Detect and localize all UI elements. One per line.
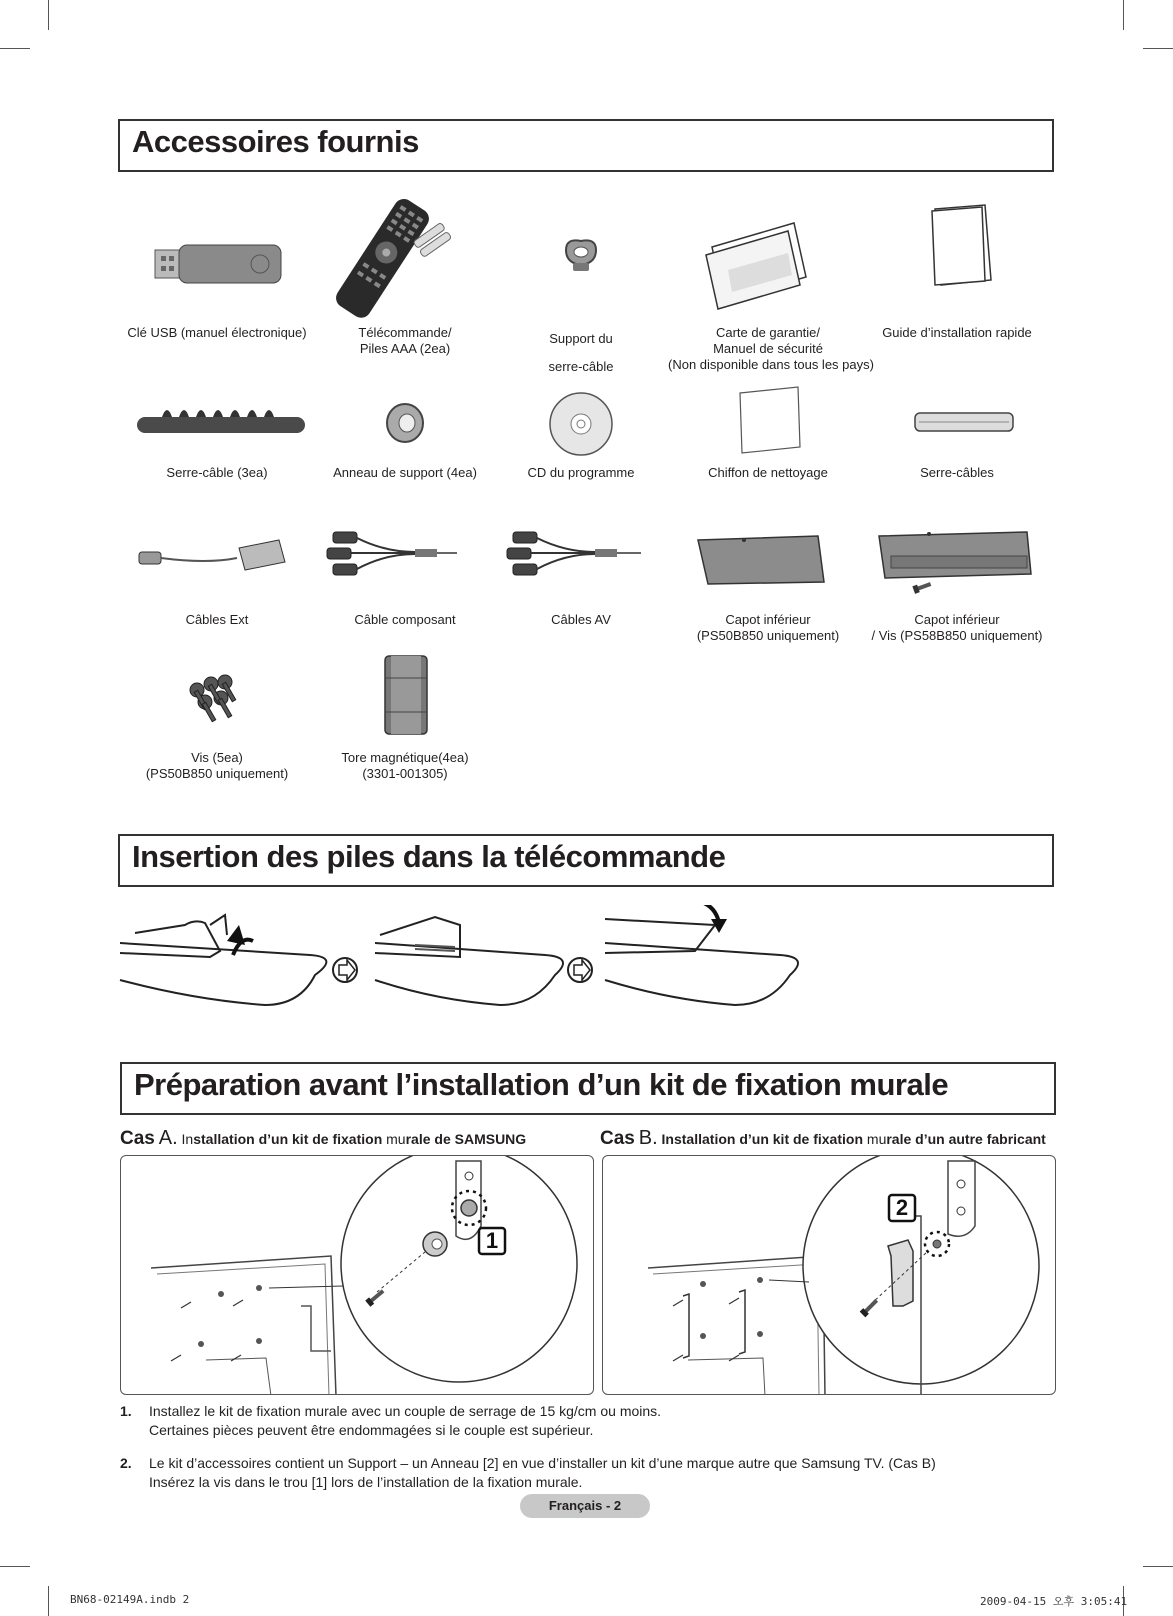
remote-control-icon (305, 195, 505, 325)
accessory-label-line: Carte de garantie/ (715, 325, 821, 340)
accessory-item (305, 522, 505, 628)
accessory-label (305, 465, 505, 481)
battery-step-close-cover (605, 919, 798, 1005)
accessory-label-line: Anneau de support (4ea) (333, 465, 477, 480)
case-word: Cas (600, 1128, 635, 1149)
note-line: Insérez la vis dans le trou [1] lors de l’installation de la fixation murale. (149, 1474, 583, 1490)
accessory-label (481, 465, 681, 481)
accessory-label-line: Capot inférieur (725, 612, 811, 627)
accessory-item (305, 195, 505, 357)
case-text-end: rale d’un autre fabricant (886, 1131, 1046, 1147)
battery-step-open-cover (120, 915, 326, 1005)
accessory-label-line: (PS50B850 uniquement) (696, 628, 840, 643)
crop-mark (48, 1586, 49, 1616)
accessory-label-line: Serre-câbles (920, 465, 994, 480)
crop-mark (0, 1566, 30, 1567)
accessory-label (305, 612, 505, 628)
accessory-label-line: Vis (5ea) (191, 750, 243, 765)
accessory-item (481, 195, 681, 381)
accessory-label (668, 325, 874, 373)
accessory-label-line: Câbles Ext (185, 612, 249, 627)
callout-number: 2 (895, 1195, 909, 1220)
accessory-label-line: CD du programme (527, 465, 635, 480)
accessory-item (117, 660, 317, 782)
accessory-label-line: / Vis (PS58B850 uniquement) (871, 628, 1043, 643)
quick-guide-icon (857, 195, 1057, 325)
accessory-label (668, 612, 868, 644)
accessory-label-line: Piles AAA (2ea) (359, 341, 451, 356)
cd-icon (481, 385, 681, 465)
section-title: Préparation avant l’installation d’un kit de fixation murale (134, 1067, 949, 1102)
batteries-section-header (118, 834, 1054, 887)
accessory-label-line: Manuel de sécurité (713, 341, 823, 356)
callout-number: 1 (485, 1228, 499, 1253)
accessory-label-line: (Non disponible dans tous les pays) (668, 357, 874, 372)
accessory-item (857, 385, 1057, 481)
note-number: 1. (120, 1403, 132, 1419)
case-text-mu: mu (386, 1131, 406, 1147)
accessory-label-line: serre-câble (548, 359, 614, 374)
accessory-label-line: Support du (549, 331, 613, 346)
timestamp-slug: 2009-04-15 오후 3:05:41 (980, 1595, 1128, 1608)
warranty-card-icon (668, 195, 868, 325)
accessory-label-line: Chiffon de nettoyage (708, 465, 828, 480)
case-a-diagram (120, 1155, 594, 1395)
crop-mark (1123, 0, 1124, 30)
bottom-cover-icon (668, 522, 868, 612)
crop-mark (48, 0, 49, 30)
accessories-section-header (118, 119, 1054, 172)
accessory-label-line: Tore magnétique(4ea) (341, 750, 469, 765)
section-title: Insertion des piles dans la télécommande (132, 839, 726, 874)
case-text: Installation d’un kit de fixation (661, 1131, 867, 1147)
accessory-label (117, 612, 317, 628)
case-a-heading (120, 1127, 526, 1150)
accessory-item (481, 522, 681, 628)
accessory-label-line: Guide d’installation rapide (882, 325, 1032, 340)
accessory-item (857, 195, 1057, 341)
case-letter: B. (638, 1127, 658, 1149)
accessory-label (117, 750, 317, 782)
case-b-diagram (602, 1155, 1056, 1395)
component-cable-icon (305, 522, 505, 612)
accessory-label (857, 325, 1057, 341)
holder-ring-icon (305, 385, 505, 465)
accessory-item (117, 522, 317, 628)
crop-mark (1143, 48, 1173, 49)
case-b-heading (600, 1127, 1046, 1150)
accessory-label (305, 325, 505, 357)
note-item (120, 1402, 1060, 1442)
case-text: stallation d’un kit de fixation (193, 1131, 387, 1147)
cable-wrap-icon (857, 385, 1057, 465)
accessory-label (305, 750, 505, 782)
case-letter: A. (158, 1127, 178, 1149)
cleaning-cloth-icon (668, 385, 868, 465)
accessory-label-line: Câbles AV (551, 612, 611, 627)
accessory-item (481, 385, 681, 481)
accessory-label (117, 325, 317, 341)
case-text-pre: In (181, 1131, 194, 1147)
note-line: Installez le kit de fixation murale avec un couple de serrage de 15 kg/cm ou moins. (149, 1403, 662, 1419)
crop-mark (0, 48, 30, 49)
section-title: Accessoires fournis (132, 124, 419, 159)
case-word: Cas (120, 1128, 155, 1149)
wallmount-samsung-illustration (121, 1156, 594, 1395)
accessory-label-line: Capot inférieur (914, 612, 1000, 627)
bottom-cover-screw-icon (857, 522, 1057, 612)
cable-holder-icon (481, 195, 681, 325)
accessory-label-line: Câble composant (354, 612, 456, 627)
accessory-label (857, 612, 1057, 644)
cable-tie-icon (117, 385, 317, 465)
accessory-item (305, 648, 505, 782)
accessory-item (668, 385, 868, 481)
accessory-label (668, 465, 868, 481)
file-name-slug: BN68-02149A.indb 2 (70, 1593, 190, 1606)
ferrite-core-icon (305, 648, 505, 750)
note-item (120, 1454, 1060, 1494)
battery-step-insert (375, 917, 563, 1005)
scart-cable-icon (117, 522, 317, 612)
accessory-label-line: (3301-001305) (362, 766, 448, 781)
accessory-item (857, 522, 1057, 644)
screws-icon (117, 660, 317, 750)
accessory-item (117, 195, 317, 341)
accessory-item (117, 385, 317, 481)
accessory-label (481, 325, 681, 381)
usb-key-icon (117, 195, 317, 325)
crop-mark (1143, 1566, 1173, 1567)
case-text-end: rale de SAMSUNG (405, 1131, 527, 1147)
note-line: Certaines pièces peuvent être endommagées si le couple est supérieur. (149, 1422, 594, 1438)
note-number: 2. (120, 1455, 132, 1471)
accessory-label-line: (PS50B850 uniquement) (145, 766, 289, 781)
accessory-label-line: Télécommande/ (358, 325, 452, 340)
accessory-item (668, 522, 868, 644)
accessory-item (668, 195, 874, 373)
accessory-label-line: Clé USB (manuel électronique) (127, 325, 307, 340)
page-number-badge: Français - 2 (520, 1494, 650, 1518)
av-cable-icon (481, 522, 681, 612)
battery-insertion-diagram (115, 905, 835, 1015)
case-text-mu: mu (866, 1131, 887, 1147)
accessory-label (117, 465, 317, 481)
accessory-item (305, 385, 505, 481)
accessory-label (857, 465, 1057, 481)
note-line: Le kit d’accessoires contient un Support – un Anneau [2] en vue d’installer un kit d’une marque autre que Samsung TV. (Cas B) (149, 1455, 936, 1471)
wallmount-section-header (120, 1062, 1056, 1115)
wallmount-other-illustration (603, 1156, 1056, 1395)
accessory-label-line: Serre-câble (3ea) (166, 465, 268, 480)
accessory-label (481, 612, 681, 628)
